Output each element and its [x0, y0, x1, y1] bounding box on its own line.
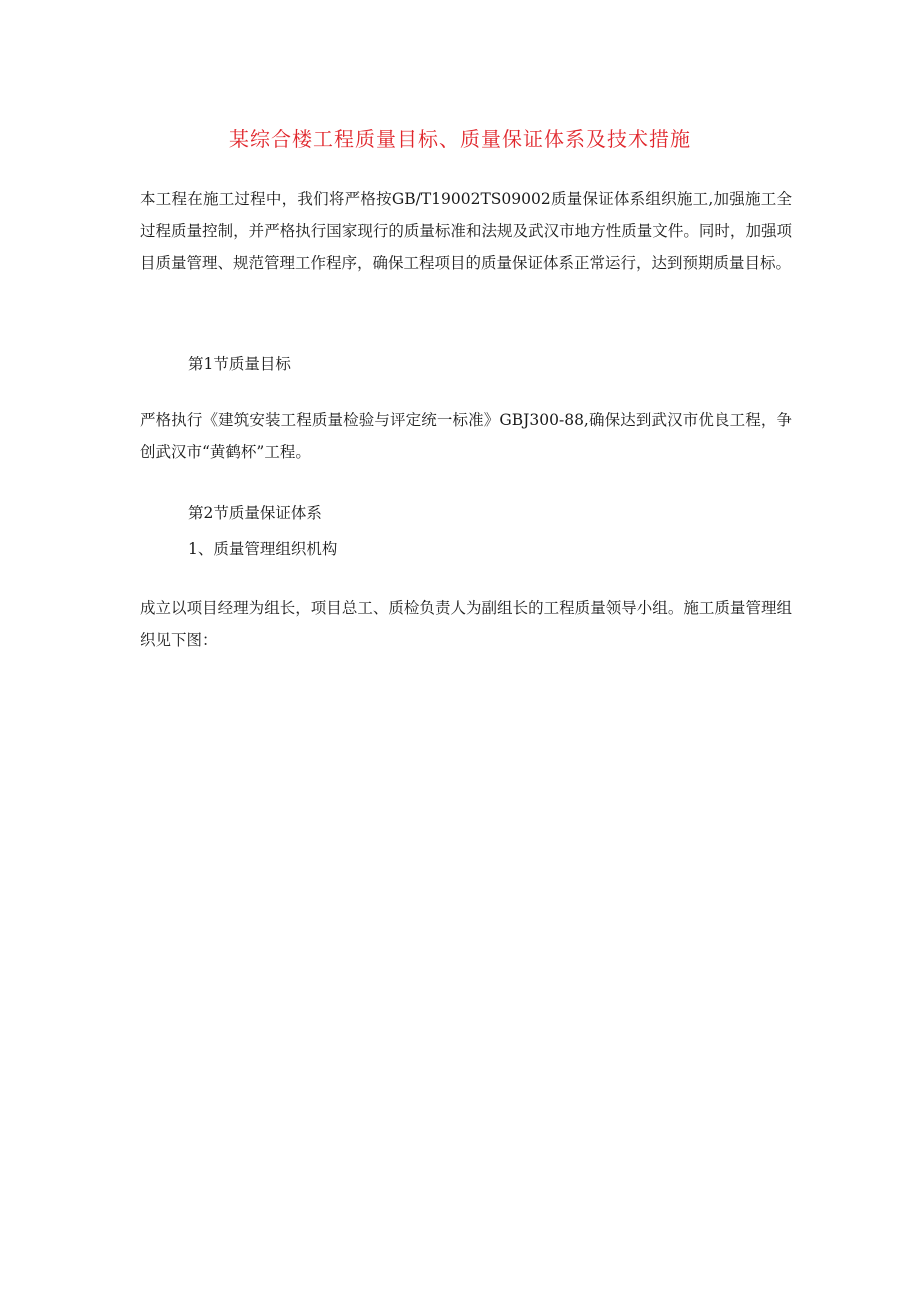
document-title: 某综合楼工程质量目标、质量保证体系及技术措施	[229, 127, 691, 151]
intro-paragraph: 本工程在施工过程中，我们将严格按GB/T19002TS09002质量保证体系组织施工,加强施工全过程质量控制，并严格执行国家现行的质量标准和法规及武汉市地方性质量文件。同时，加强项目质量管理、规范管理工作程序，确保工程项目的质量保证体系正常运行，达到预期质量目标。	[140, 190, 792, 272]
section-1-paragraph: 严格执行《建筑安装工程质量检验与评定统一标准》GBJ300-88,确保达到武汉市优良工程，争创武汉市“黄鹤杯”工程。	[140, 411, 792, 461]
section-2-paragraph: 成立以项目经理为组长，项目总工、质检负责人为副组长的工程质量领导小组。施工质量管理组织见下图：	[140, 599, 792, 649]
section-1-heading: 第1节质量目标	[188, 355, 291, 373]
section-2-subheading: 1、质量管理组织机构	[188, 540, 338, 558]
section-2-heading: 第2节质量保证体系	[188, 504, 322, 522]
